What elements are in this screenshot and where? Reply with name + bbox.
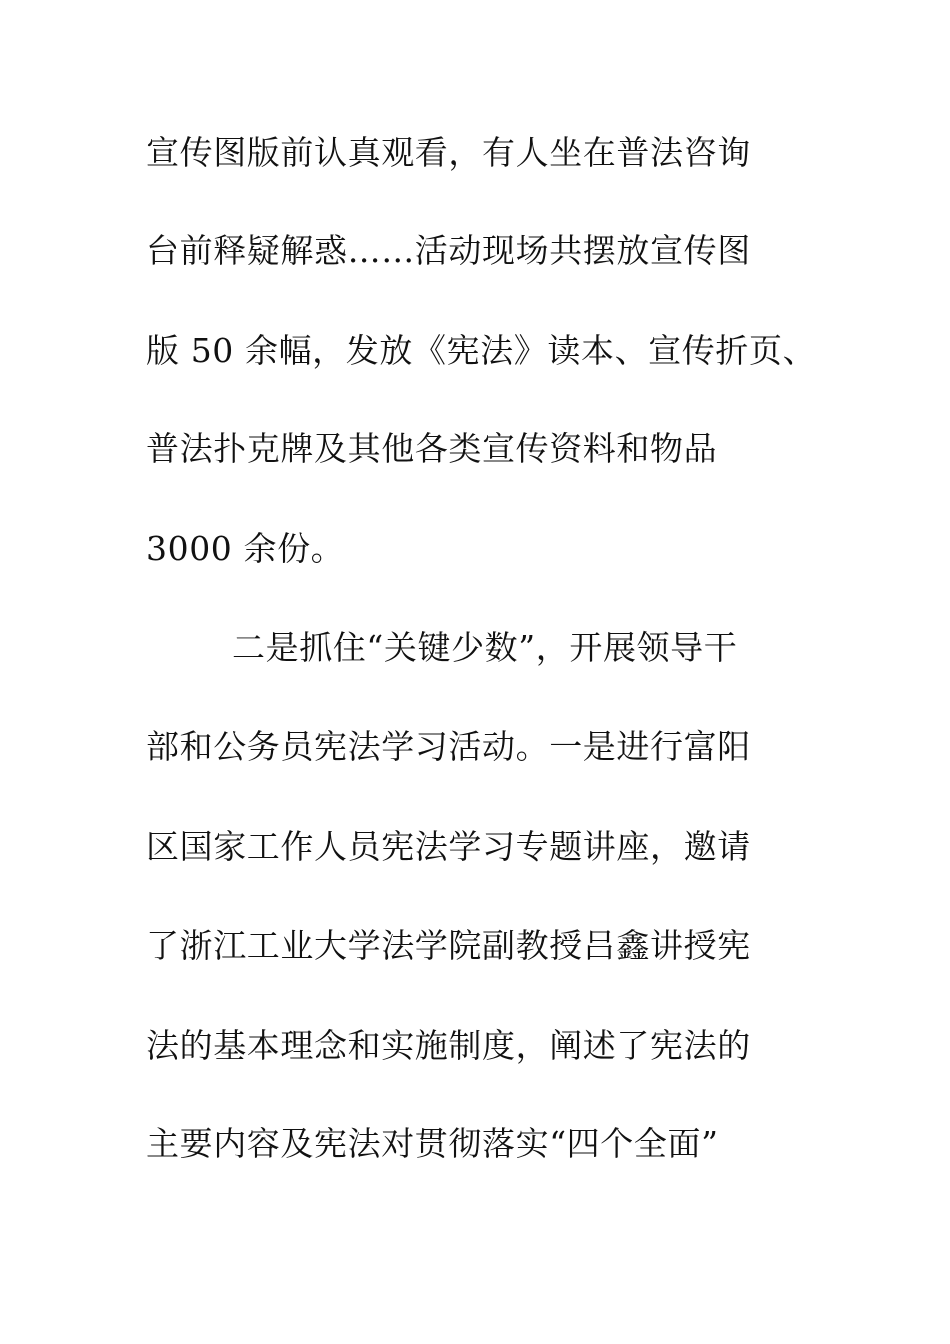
text-line: 主要内容及宪法对贯彻落实“四个全面” [146, 1124, 719, 1163]
text-line: 台前释疑解惑……活动现场共摆放宣传图 [146, 231, 751, 270]
text-line: 二是抓住“关键少数”，开展领导干 [232, 628, 738, 667]
text-line: 3000 余份。 [146, 529, 345, 568]
text-line: 宣传图版前认真观看，有人坐在普法咨询 [146, 133, 751, 172]
text-line: 区国家工作人员宪法学习专题讲座，邀请 [146, 827, 751, 866]
text-line: 了浙江工业大学法学院副教授吕鑫讲授宪 [146, 926, 751, 965]
text-line: 法的基本理念和实施制度，阐述了宪法的 [146, 1026, 751, 1065]
text-line: 版 50 余幅，发放《宪法》读本、宣传折页、 [146, 331, 817, 370]
text-line: 普法扑克牌及其他各类宣传资料和物品 [146, 429, 718, 468]
text-line: 部和公务员宪法学习活动。一是进行富阳 [146, 727, 751, 766]
